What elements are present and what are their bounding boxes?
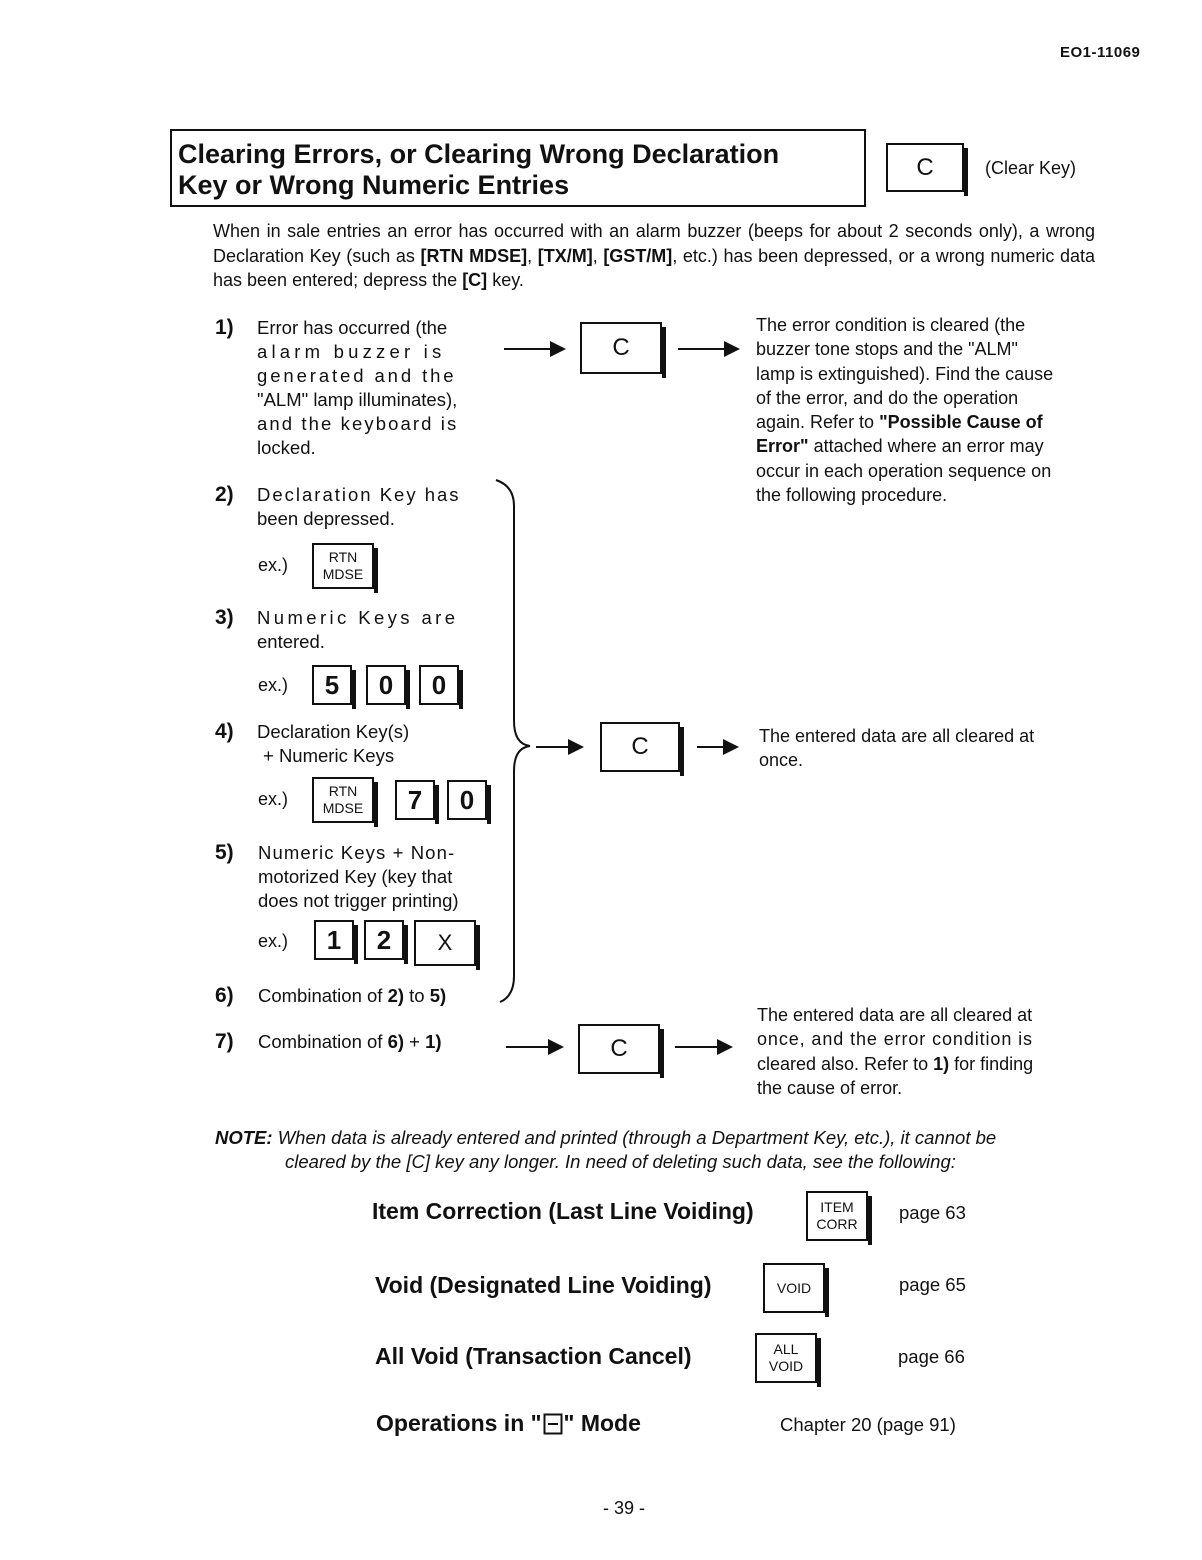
step-3-line: Numeric Keys are bbox=[257, 607, 459, 628]
void-key-icon bbox=[763, 1263, 825, 1313]
all-void-key-icon bbox=[755, 1333, 817, 1383]
result-1-line: the following procedure. bbox=[756, 485, 948, 506]
step-1-line: generated and the bbox=[257, 365, 457, 386]
step-2-text bbox=[257, 483, 489, 531]
result-1-line: lamp is extinguished). Find the cause bbox=[756, 363, 1054, 384]
key-text: 0 bbox=[431, 669, 447, 700]
note-block bbox=[215, 1126, 1095, 1174]
clear-key-label: C bbox=[916, 153, 934, 181]
result-1-text bbox=[756, 313, 1098, 507]
key-text: 1 bbox=[326, 924, 342, 955]
step-6-number: 6) bbox=[215, 984, 234, 1007]
clear-key-icon bbox=[578, 1024, 660, 1074]
step-6-ref: 5) bbox=[429, 985, 447, 1006]
key-text: 0 bbox=[378, 669, 394, 700]
arrow-right-icon bbox=[506, 1046, 562, 1048]
key-text: MDSE bbox=[322, 800, 364, 816]
numeric-key-7-icon bbox=[395, 780, 435, 820]
clear-key-caption: (Clear Key) bbox=[985, 158, 1077, 178]
step-4-line: Declaration Key(s) bbox=[257, 721, 410, 742]
multiply-key-icon bbox=[414, 920, 476, 966]
page-number: - 39 - bbox=[603, 1498, 646, 1518]
key-text: VOID bbox=[768, 1358, 804, 1374]
numeric-key-2-icon bbox=[364, 920, 404, 960]
key-text: 2 bbox=[376, 924, 392, 955]
clear-key-icon bbox=[886, 143, 964, 192]
page-reference: page 63 bbox=[899, 1202, 966, 1223]
step-3-number: 3) bbox=[215, 606, 234, 629]
section-title bbox=[178, 139, 779, 201]
arrow-right-icon bbox=[504, 348, 564, 350]
arrow-right-icon bbox=[675, 1046, 731, 1048]
result-3-ref: 1) bbox=[933, 1053, 950, 1074]
result-3-text-part: for finding bbox=[949, 1053, 1034, 1074]
step-1-line: and the keyboard is bbox=[257, 413, 459, 434]
arrow-right-icon bbox=[678, 348, 738, 350]
intro-key-rtn-mdse: [RTN MDSE] bbox=[420, 245, 528, 266]
intro-text-1: When in sale entries an error has occurred with an alarm buzzer (beeps for about 2 seconds only), a wrong Declaration Key (such as bbox=[213, 221, 1095, 266]
intro-paragraph bbox=[213, 219, 1095, 293]
intro-text-2: , bbox=[527, 245, 538, 266]
numeric-key-0-icon bbox=[447, 780, 487, 820]
note-label: NOTE: bbox=[215, 1127, 273, 1148]
item-corr-key-icon bbox=[806, 1191, 868, 1241]
step-4-number: 4) bbox=[215, 720, 234, 743]
section-title-box bbox=[170, 129, 866, 207]
page-reference: page 66 bbox=[898, 1346, 965, 1367]
document-number: EO1-11069 bbox=[1060, 44, 1141, 61]
intro-key-gst-m: [GST/M] bbox=[603, 245, 673, 266]
step-5-text bbox=[258, 841, 490, 913]
key-text: 5 bbox=[324, 669, 340, 700]
intro-key-c: [C] bbox=[462, 270, 488, 290]
step-5-line: motorized Key (key that bbox=[258, 866, 453, 887]
step-2-line: Declaration Key has bbox=[257, 484, 461, 505]
step-1-line: "ALM" lamp illuminates), bbox=[257, 389, 458, 410]
step-7-text bbox=[258, 1030, 442, 1054]
step-1-text bbox=[257, 316, 489, 460]
result-3-line: the cause of error. bbox=[757, 1077, 903, 1098]
rtn-mdse-key-icon bbox=[312, 777, 374, 823]
section-title-line1: Clearing Errors, or Clearing Wrong Declaration bbox=[178, 139, 780, 169]
result-1-text-part: again. Refer to bbox=[756, 412, 880, 433]
step-3-line: entered. bbox=[257, 631, 325, 652]
step-6-text bbox=[258, 984, 446, 1008]
key-text: 0 bbox=[459, 784, 475, 815]
arrow-right-icon bbox=[697, 746, 737, 748]
key-text: RTN bbox=[328, 549, 358, 565]
numeric-key-1-icon bbox=[314, 920, 354, 960]
section-title-line2: Key or Wrong Numeric Entries bbox=[178, 170, 570, 200]
operations-mode-text: Operations in " bbox=[376, 1410, 542, 1436]
result-2-text bbox=[759, 724, 1099, 773]
result-1-text-part: attached where an error may bbox=[808, 436, 1044, 457]
step-1-line: alarm buzzer is bbox=[257, 341, 446, 362]
item-correction-label: Item Correction (Last Line Voiding) bbox=[372, 1198, 754, 1224]
void-label: Void (Designated Line Voiding) bbox=[375, 1272, 712, 1298]
numeric-key-5-icon bbox=[312, 665, 352, 705]
numeric-key-0-icon bbox=[366, 665, 406, 705]
step-7-ref: 1) bbox=[425, 1031, 442, 1052]
intro-text-3: , bbox=[592, 245, 604, 266]
step-4-line: + Numeric Keys bbox=[263, 745, 395, 766]
step-7-text-part: Combination of bbox=[258, 1031, 388, 1052]
operations-mode-label bbox=[376, 1410, 641, 1437]
all-void-label: All Void (Transaction Cancel) bbox=[375, 1343, 692, 1369]
step-5-number: 5) bbox=[215, 841, 234, 864]
key-text: ITEM bbox=[820, 1199, 854, 1215]
result-1-bold-ref: Error" bbox=[756, 436, 809, 457]
example-label: ex.) bbox=[258, 789, 289, 809]
clear-key-label: C bbox=[612, 334, 630, 361]
clear-key-label: C bbox=[631, 733, 649, 760]
step-5-line: does not trigger printing) bbox=[258, 890, 459, 911]
step-6-text-part: to bbox=[404, 985, 430, 1006]
example-label: ex.) bbox=[258, 675, 289, 695]
intro-text-5: key. bbox=[487, 270, 524, 290]
step-4-text bbox=[257, 720, 489, 768]
intro-text-4: , etc.) has been depressed, or a wrong numeric data has been entered; depress the bbox=[213, 245, 1095, 290]
step-1-line: Error has occurred (the bbox=[257, 317, 448, 338]
result-3-line: once, and the error condition is bbox=[757, 1029, 1033, 1050]
step-3-text bbox=[257, 606, 489, 654]
clear-key-icon bbox=[600, 722, 680, 772]
rtn-mdse-key-icon bbox=[312, 543, 374, 589]
step-7-ref: 6) bbox=[387, 1031, 405, 1052]
result-2-line: once. bbox=[759, 750, 804, 771]
page-reference: Chapter 20 (page 91) bbox=[780, 1414, 956, 1435]
key-text: 7 bbox=[407, 784, 423, 815]
key-text: VOID bbox=[776, 1279, 812, 1296]
step-2-line: been depressed. bbox=[257, 508, 395, 529]
brace-icon bbox=[494, 476, 534, 1006]
step-2-number: 2) bbox=[215, 483, 234, 506]
clear-key-label: C bbox=[610, 1035, 628, 1062]
result-3-text bbox=[757, 1003, 1099, 1100]
result-1-line: buzzer tone stops and the "ALM" bbox=[756, 339, 1018, 360]
step-7-text-part: + bbox=[404, 1031, 426, 1052]
step-6-ref: 2) bbox=[387, 985, 405, 1006]
note-line: cleared by the [C] key any longer. In need of deleting such data, see the following: bbox=[285, 1151, 956, 1172]
clear-key-icon bbox=[580, 322, 662, 374]
minus-mode-icon bbox=[543, 1413, 563, 1435]
result-1-line: of the error, and do the operation bbox=[756, 387, 1019, 408]
step-6-text-part: Combination of bbox=[258, 985, 388, 1006]
page-reference: page 65 bbox=[899, 1274, 966, 1295]
result-3-text-part: cleared also. Refer to bbox=[757, 1053, 934, 1074]
step-7-number: 7) bbox=[215, 1030, 234, 1053]
note-line: When data is already entered and printed (through a Department Key, etc.), it cannot be bbox=[277, 1127, 997, 1148]
key-text: X bbox=[437, 930, 453, 955]
step-1-line: locked. bbox=[257, 437, 316, 458]
intro-key-tx-m: [TX/M] bbox=[537, 245, 593, 266]
operations-mode-text: " Mode bbox=[563, 1410, 641, 1436]
arrow-right-icon bbox=[536, 746, 582, 748]
result-1-line: The error condition is cleared (the bbox=[756, 315, 1026, 335]
result-3-line: The entered data are all cleared at bbox=[757, 1005, 1033, 1025]
result-2-line: The entered data are all cleared at bbox=[759, 726, 1035, 746]
key-text: MDSE bbox=[322, 566, 364, 582]
step-5-line: Numeric Keys + Non- bbox=[258, 842, 456, 863]
result-1-line: occur in each operation sequence on bbox=[756, 460, 1052, 481]
example-label: ex.) bbox=[258, 555, 289, 575]
result-1-bold-ref: "Possible Cause of bbox=[879, 412, 1043, 433]
key-text: ALL bbox=[773, 1341, 799, 1357]
example-label: ex.) bbox=[258, 931, 289, 951]
numeric-key-0-icon bbox=[419, 665, 459, 705]
step-1-number: 1) bbox=[215, 316, 234, 339]
key-text: RTN bbox=[328, 783, 358, 799]
key-text: CORR bbox=[816, 1216, 858, 1232]
